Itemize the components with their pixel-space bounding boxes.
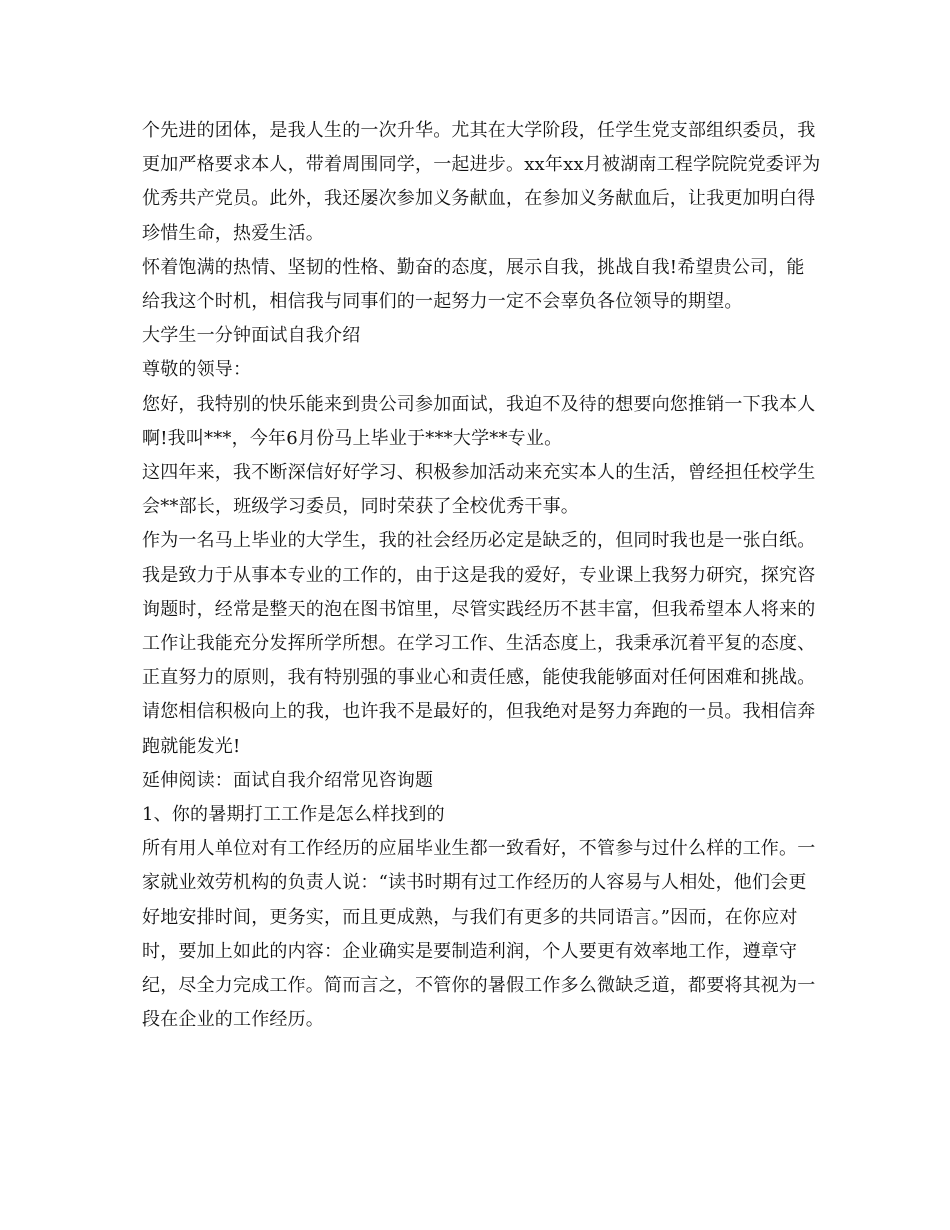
paragraph-greeting: 您好，我特别的快乐能来到贵公司参加面试，我迫不及待的想要向您推销一下我本人啊!我叫***，今年6月份马上毕业于***大学**专业。 [142, 393, 816, 449]
paragraph-four-years: 这四年来，我不断深信好好学习、积极参加活动来充实本人的生活，曾经担任校学生会**部长，班级学习委员，同时荣获了全校优秀干事。 [142, 462, 816, 518]
paragraph-closing-wish: 怀着饱满的热情、坚韧的性格、勤奋的态度，展示自我，挑战自我!希望贵公司，能给我这个时机，相信我与同事们的一起努力一定不会辜负各位领导的期望。 [142, 256, 805, 313]
paragraph-graduate-statement: 作为一名马上毕业的大学生，我的社会经历必定是缺乏的，但同时我也是一张白纸。我是致力于从事本专业的工作的，由于这是我的爱好，专业课上我努力研究，探究咨询题时，经常是整天的泡在图书馆里，尽管实践经历不甚丰富，但我希望本人将来的工作让我能充分发挥所学所想。在学习工作、生活态度上，我秉承沉着平复的态度、正直努力的原则，我有特别强的事业心和责任感，能使我能够面对任何困难和挑战。 [142, 530, 816, 689]
section-title-extended-reading: 延伸阅读：面试自我介绍常见咨询题 [142, 769, 434, 791]
paragraph-trust-me: 请您相信积极向上的我，也许我不是最好的，但我绝对是努力奔跑的一员。我相信奔跑就能发光! [142, 701, 816, 757]
paragraph-intro-continuation: 个先进的团体，是我人生的一次升华。尤其在大学阶段，任学生党支部组织委员，我更加严格要求本人，带着周围同学，一起进步。xx年xx月被湖南工程学院院党委评为优秀共产党员。此外，我还屡次参加义务献血，在参加义务献血后，让我更加明白得珍惜生命，热爱生活。 [142, 120, 821, 244]
document-body [142, 114, 822, 1037]
section-title-one-minute-intro: 大学生一分钟面试自我介绍 [142, 325, 361, 347]
paragraph-work-experience: 所有用人单位对有工作经历的应届毕业生都一致看好，不管参与过什么样的工作。一家就业效劳机构的负责人说：“读书时期有过工作经历的人容易与人相处，他们会更好地安排时间，更务实，而且更成熟，与我们有更多的共同语言。”因而，在你应对时，要加上如此的内容：企业确实是要制造利润，个人要更有效率地工作，遵章守纪，尽全力完成工作。简而言之，不管你的暑假工作多么微缺乏道，都要将其视为一段在企业的工作经历。 [142, 838, 816, 1031]
salutation: 尊敬的领导： [142, 359, 252, 381]
question-heading-1: 1、你的暑期打工工作是怎么样找到的 [142, 804, 445, 826]
